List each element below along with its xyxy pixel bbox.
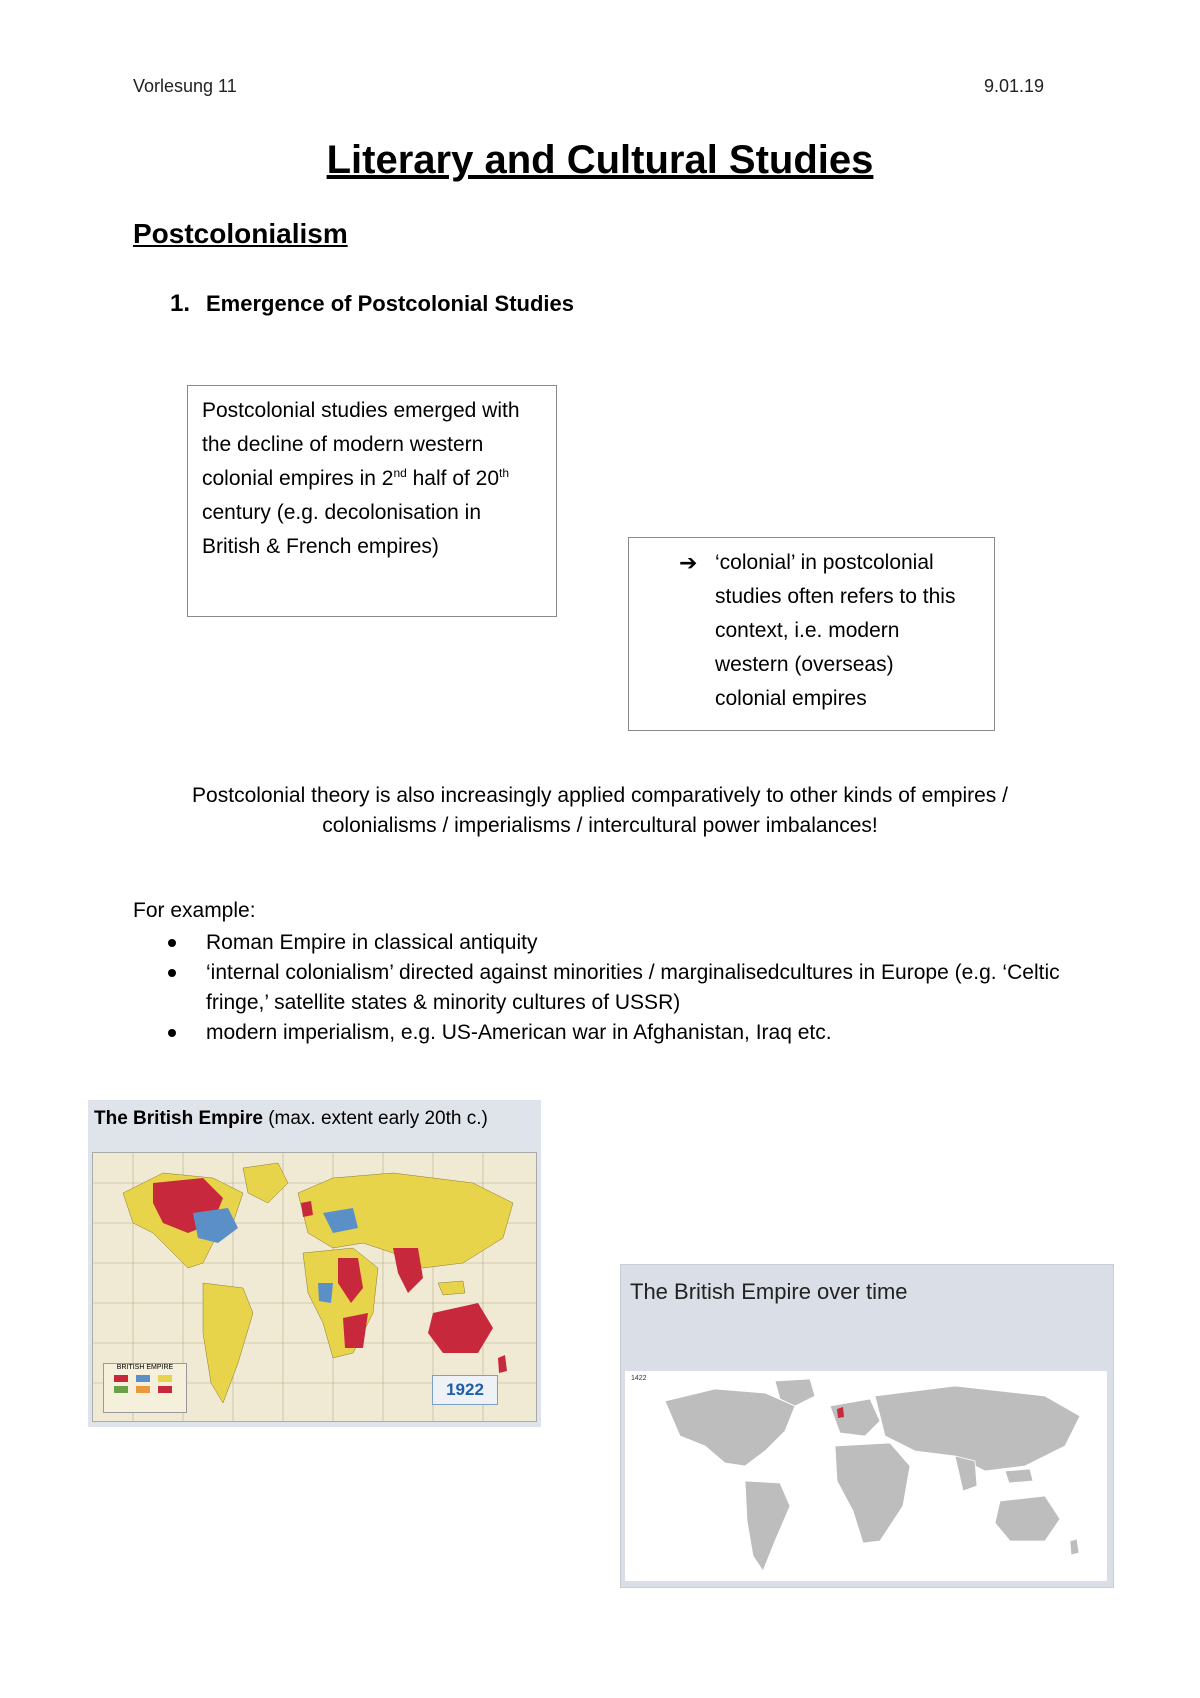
box2-line: ‘colonial’ in postcolonial <box>715 551 934 574</box>
postcolonial-theory-paragraph <box>120 781 1080 841</box>
gray-world-map-illustration <box>625 1371 1107 1581</box>
emergence-textbox <box>187 385 557 617</box>
examples-intro: For example: <box>133 899 256 922</box>
world-map-image <box>92 1152 537 1422</box>
legend-swatches <box>110 1371 180 1397</box>
map1-year-badge: 1922 <box>432 1375 498 1405</box>
bullet-icon <box>168 1029 176 1037</box>
map2-caption: The British Empire over time <box>630 1279 908 1304</box>
arrow-right-icon: ➔ <box>679 550 698 575</box>
map2-year-label: 1422 <box>631 1375 647 1382</box>
world-map-gray-image <box>625 1371 1107 1581</box>
map-legend: BRITISH EMPIRE <box>103 1363 187 1413</box>
list-item: modern imperialism, e.g. US-American war in Afghanistan, Iraq etc. <box>160 1018 1080 1048</box>
header-right: 9.01.19 <box>983 76 1044 96</box>
subsection-heading <box>170 290 574 318</box>
box1-line: Postcolonial studies emerged with <box>202 399 520 422</box>
box2-line: context, i.e. modern <box>715 619 900 642</box>
box2-line: colonial empires <box>715 687 867 710</box>
box1-line: the decline of modern western <box>202 433 484 456</box>
box1-line: British & French empires) <box>202 535 439 558</box>
list-item: Roman Empire in classical antiquity <box>160 928 1080 958</box>
british-empire-map-1922 <box>88 1100 541 1427</box>
examples-list <box>160 928 1080 1048</box>
paragraph-line: Postcolonial theory is also increasingly applied comparatively to other kinds of empires / <box>192 784 1008 807</box>
list-item: ‘internal colonialism’ directed against minorities / marginalisedcultures in Europe (e.g. ‘Celtic fringe,’ satellite states & minority cultures of USSR) <box>160 958 1080 1018</box>
colonial-meaning-textbox <box>628 537 995 731</box>
header-left: Vorlesung 11 <box>133 76 237 96</box>
paragraph-line: colonialisms / imperialisms / intercultural power imbalances! <box>322 814 878 837</box>
bullet-icon <box>168 939 176 947</box>
bullet-icon <box>168 969 176 977</box>
map1-caption: The British Empire (max. extent early 20th c.) <box>94 1108 488 1129</box>
subsection-title: Emergence of Postcolonial Studies <box>206 291 574 316</box>
british-empire-over-time-panel <box>620 1264 1114 1588</box>
britain-marker <box>837 1407 844 1418</box>
box1-line: colonial empires in 2nd half of 20th <box>202 466 510 490</box>
box1-line: century (e.g. decolonisation in <box>202 501 481 524</box>
box2-line: western (overseas) <box>715 653 894 676</box>
section-heading: Postcolonialism <box>133 218 348 249</box>
subsection-number: 1. <box>170 290 191 317</box>
page-title: Literary and Cultural Studies <box>326 138 874 182</box>
box2-line: studies often refers to this <box>715 585 956 608</box>
